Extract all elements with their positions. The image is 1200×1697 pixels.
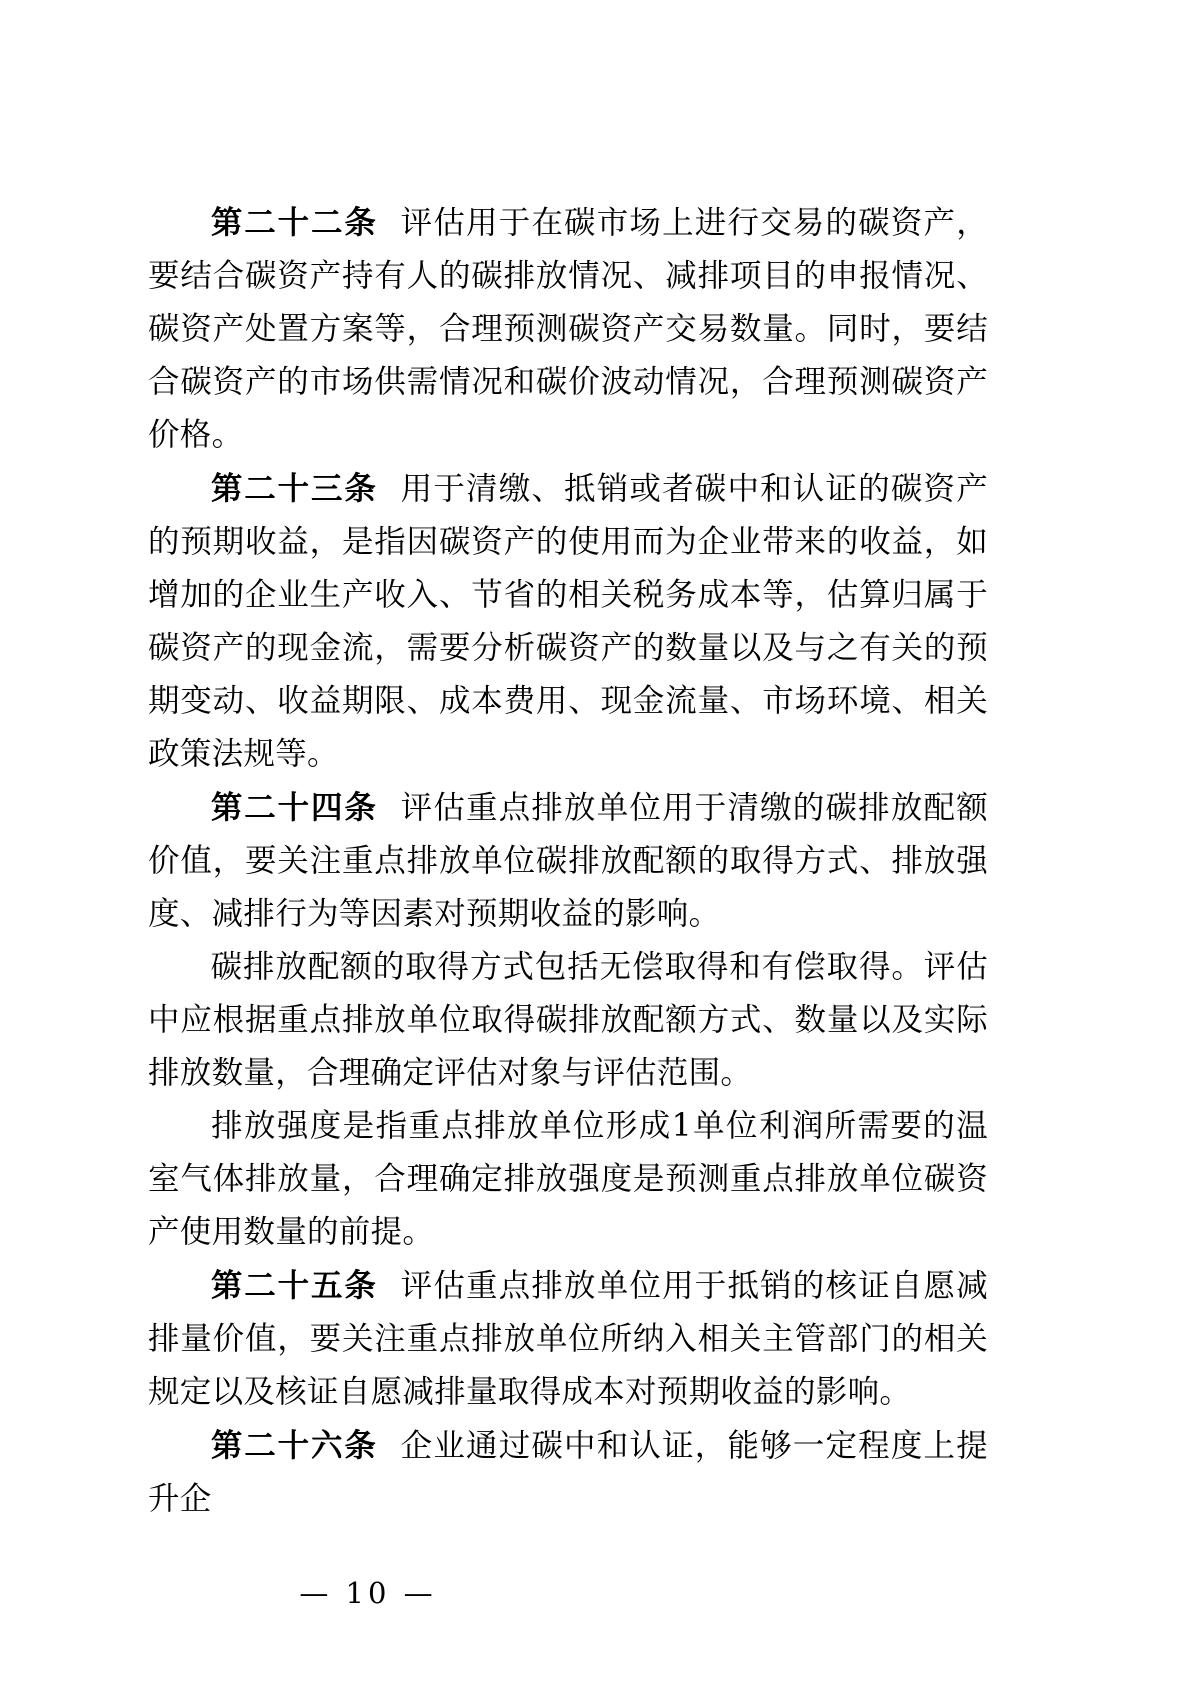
paragraph-text: 排放强度是指重点排放单位形成1单位利润所需要的温室气体排放量，合理确定排放强度是预测重点排放单位碳资产使用数量的前提。 bbox=[148, 1108, 988, 1250]
article-label: 第二十四条 bbox=[210, 789, 378, 826]
page-number: — 10 — bbox=[299, 1576, 437, 1610]
paragraph-text: 碳排放配额的取得方式包括无偿取得和有偿取得。评估中应根据重点排放单位取得碳排放配额方式、数量以及实际排放数量，合理确定评估对象与评估范围。 bbox=[148, 949, 988, 1091]
paragraph-allowance-acquisition bbox=[148, 941, 988, 1100]
article-label: 第二十三条 bbox=[210, 470, 378, 507]
paragraph-article-25 bbox=[148, 1259, 988, 1419]
paragraph-emission-intensity bbox=[148, 1100, 988, 1259]
paragraph-text: 评估重点排放单位用于清缴的碳排放配额价值，要关注重点排放单位碳排放配额的取得方式、排放强度、减排行为等因素对预期收益的影响。 bbox=[148, 790, 988, 932]
article-label: 第二十二条 bbox=[210, 204, 378, 241]
paragraph-article-26 bbox=[148, 1419, 988, 1526]
paragraph-article-23 bbox=[148, 462, 988, 781]
paragraph-text: 企业通过碳中和认证，能够一定程度上提升企 bbox=[148, 1428, 988, 1517]
paragraph-text: 评估用于在碳市场上进行交易的碳资产，要结合碳资产持有人的碳排放情况、减排项目的申报情况、碳资产处置方案等，合理预测碳资产交易数量。同时，要结合碳资产的市场供需情况和碳价波动情况，合理预测碳资产价格。 bbox=[148, 205, 988, 453]
paragraph-text: 评估重点排放单位用于抵销的核证自愿减排量价值，要关注重点排放单位所纳入相关主管部门的相关规定以及核证自愿减排量取得成本对预期收益的影响。 bbox=[148, 1268, 988, 1410]
article-label: 第二十六条 bbox=[210, 1427, 378, 1464]
article-label: 第二十五条 bbox=[210, 1267, 378, 1304]
paragraph-text: 用于清缴、抵销或者碳中和认证的碳资产的预期收益，是指因碳资产的使用而为企业带来的收益，如增加的企业生产收入、节省的相关税务成本等，估算归属于碳资产的现金流，需要分析碳资产的数量以及与之有关的预期变动、收益期限、成本费用、现金流量、市场环境、相关政策法规等。 bbox=[148, 471, 988, 772]
paragraph-article-22 bbox=[148, 196, 988, 462]
paragraph-article-24 bbox=[148, 781, 988, 941]
document-body bbox=[148, 196, 988, 1610]
